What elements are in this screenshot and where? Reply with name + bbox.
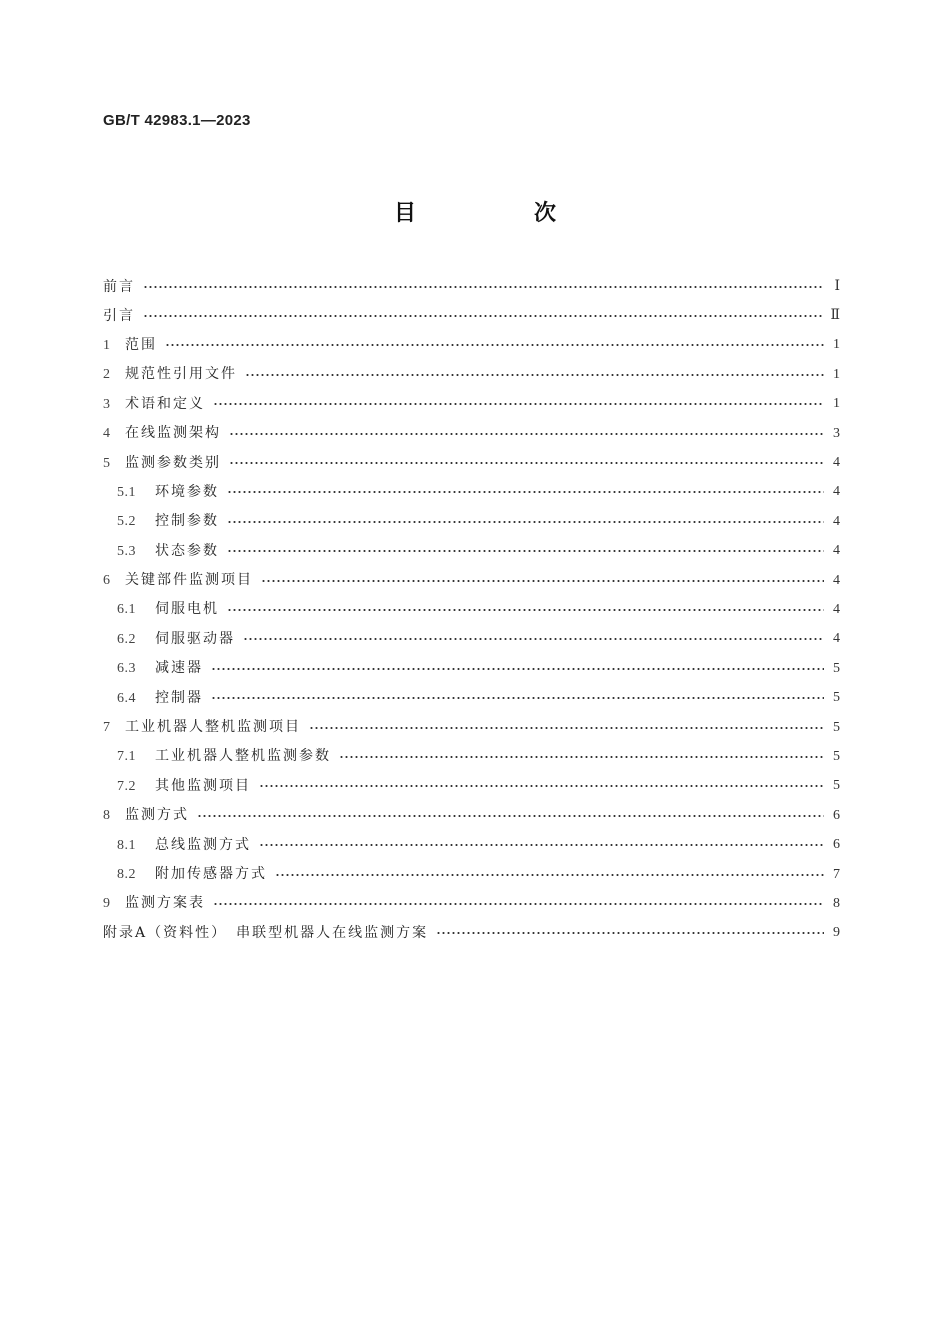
toc-entry[interactable] bbox=[103, 566, 840, 595]
toc-entry-text: 控制器 bbox=[155, 689, 203, 706]
toc-entry-number: 8.1 bbox=[117, 837, 136, 853]
toc-entry-text: 伺服电机 bbox=[155, 601, 219, 618]
toc-entry-number: 7.1 bbox=[117, 749, 136, 765]
toc-entry[interactable] bbox=[103, 272, 840, 301]
toc-entry[interactable] bbox=[103, 331, 840, 360]
toc-entry-label bbox=[103, 573, 253, 588]
toc-entry[interactable] bbox=[103, 507, 840, 536]
toc-entry-text: 规范性引用文件 bbox=[125, 366, 237, 383]
toc-entry-label bbox=[117, 779, 251, 794]
toc-entry-text: 环境参数 bbox=[155, 483, 219, 500]
toc-entry[interactable] bbox=[103, 390, 840, 419]
dot-leader bbox=[143, 315, 824, 317]
toc-entry-label bbox=[103, 367, 237, 382]
toc-entry-page-number: 8 bbox=[833, 895, 840, 911]
toc-entry[interactable] bbox=[103, 537, 840, 566]
toc-entry[interactable] bbox=[103, 419, 840, 448]
toc-entry[interactable] bbox=[103, 301, 840, 330]
toc-entry-number: 4 bbox=[103, 426, 111, 442]
dot-leader bbox=[211, 697, 824, 699]
dot-leader bbox=[197, 815, 824, 817]
toc-entry-text: 前言 bbox=[103, 278, 135, 295]
toc-entry-label bbox=[103, 926, 428, 940]
toc-entry-page-number: 5 bbox=[833, 690, 840, 706]
toc-entry-page-number: 5 bbox=[833, 748, 840, 764]
dot-leader bbox=[213, 903, 824, 905]
dot-leader bbox=[243, 638, 824, 640]
dot-leader bbox=[309, 727, 824, 729]
toc-entry-page-number: 3 bbox=[833, 425, 840, 441]
dot-leader bbox=[245, 374, 824, 376]
page-title: 目 次 bbox=[393, 201, 604, 226]
toc-entry-page-number: 4 bbox=[833, 513, 840, 529]
dot-leader bbox=[229, 433, 824, 435]
toc-entry-number: 6 bbox=[103, 573, 111, 589]
toc-entry-text: 在线监测架构 bbox=[125, 425, 221, 442]
toc-entry-label bbox=[103, 426, 221, 441]
dot-leader bbox=[227, 609, 824, 611]
toc-entry-page-number: 5 bbox=[833, 660, 840, 676]
toc-entry-number: 2 bbox=[103, 367, 111, 383]
toc-entry-text: 工业机器人整机监测项目 bbox=[125, 719, 301, 736]
toc-entry-page-number: 1 bbox=[833, 396, 840, 412]
toc-entry[interactable] bbox=[103, 448, 840, 477]
toc-entry-text: 监测方案表 bbox=[125, 895, 205, 912]
dot-leader bbox=[227, 491, 824, 493]
toc-entry-page-number: 4 bbox=[833, 484, 840, 500]
toc-entry-label bbox=[117, 691, 203, 706]
standard-code: GB/T 42983.1—2023 bbox=[103, 112, 251, 129]
toc-entry-page-number: Ⅰ bbox=[834, 278, 840, 294]
toc-entry[interactable] bbox=[103, 742, 840, 771]
toc-entry-number: 9 bbox=[103, 896, 111, 912]
toc-entry-page-number: 5 bbox=[833, 719, 840, 735]
toc-entry-text: 其他监测项目 bbox=[155, 777, 251, 794]
toc-entry-text: 引言 bbox=[103, 308, 135, 325]
dot-leader bbox=[227, 550, 824, 552]
toc-entry-label bbox=[117, 602, 219, 617]
toc-entry-text: 总线监测方式 bbox=[155, 836, 251, 853]
toc-entry-text: 关键部件监测项目 bbox=[125, 572, 253, 589]
toc-entry-number: 6.1 bbox=[117, 602, 136, 618]
toc-entry-number: 6.4 bbox=[117, 690, 136, 706]
toc-entry-page-number: 6 bbox=[833, 807, 840, 823]
toc-entry-page-number: 4 bbox=[833, 572, 840, 588]
dot-leader bbox=[259, 844, 824, 846]
dot-leader bbox=[261, 580, 824, 582]
toc-entry[interactable] bbox=[103, 625, 840, 654]
toc-entry-text: 范围 bbox=[125, 336, 157, 353]
toc-entry-number: 5.2 bbox=[117, 514, 136, 530]
toc-entry[interactable] bbox=[103, 919, 840, 948]
toc-entry-number: 7 bbox=[103, 720, 111, 736]
dot-leader bbox=[213, 403, 824, 405]
toc-entry-page-number: Ⅱ bbox=[830, 308, 840, 324]
toc-entry-number: 5.1 bbox=[117, 484, 136, 500]
toc-entry-page-number: 9 bbox=[833, 925, 840, 941]
dot-leader bbox=[436, 932, 824, 934]
toc-entry-label bbox=[103, 309, 135, 323]
toc-entry-label bbox=[117, 749, 331, 764]
dot-leader bbox=[275, 874, 824, 876]
dot-leader bbox=[339, 756, 824, 758]
toc-entry[interactable] bbox=[103, 801, 840, 830]
toc-entry-page-number: 4 bbox=[833, 543, 840, 559]
toc-entry[interactable] bbox=[103, 889, 840, 918]
toc-entry-label bbox=[117, 867, 267, 882]
toc-entry-text: 术语和定义 bbox=[125, 395, 205, 412]
toc-entry-number: 6.2 bbox=[117, 631, 136, 647]
dot-leader bbox=[211, 668, 824, 670]
toc-entry-label bbox=[117, 632, 235, 647]
toc-entry[interactable] bbox=[103, 683, 840, 712]
toc-entry-text: 伺服驱动器 bbox=[155, 630, 235, 647]
toc-entry-number: 7.2 bbox=[117, 778, 136, 794]
toc-entry-text: 监测方式 bbox=[125, 807, 189, 824]
toc-entry[interactable] bbox=[103, 360, 840, 389]
toc-entry-text: 减速器 bbox=[155, 660, 203, 677]
toc-entry-label bbox=[117, 544, 219, 559]
toc-entry-text: 控制参数 bbox=[155, 513, 219, 530]
dot-leader bbox=[227, 521, 824, 523]
toc-entry-page-number: 7 bbox=[833, 866, 840, 882]
toc-entry[interactable] bbox=[103, 713, 840, 742]
toc-entry-label bbox=[103, 456, 221, 471]
toc-entry-text: 附加传感器方式 bbox=[155, 866, 267, 882]
toc-entry[interactable] bbox=[103, 478, 840, 507]
toc-entry-number: 5 bbox=[103, 455, 111, 471]
toc-entry-page-number: 1 bbox=[833, 337, 840, 353]
toc-entry-label bbox=[117, 661, 203, 676]
toc-entry-label bbox=[117, 838, 251, 853]
toc-entry-label bbox=[103, 397, 205, 412]
toc-entry-number: 8.2 bbox=[117, 867, 136, 882]
toc-entry-page-number: 4 bbox=[833, 631, 840, 647]
toc-entry-page-number: 1 bbox=[833, 366, 840, 382]
toc-entry-label bbox=[117, 485, 219, 500]
toc-entry-number: 3 bbox=[103, 396, 111, 412]
toc-entry-page-number: 4 bbox=[833, 455, 840, 471]
toc-entry[interactable] bbox=[103, 654, 840, 683]
toc-entry-label bbox=[103, 896, 205, 911]
toc-entry-label bbox=[103, 808, 189, 823]
toc-entry-page-number: 4 bbox=[833, 601, 840, 617]
dot-leader bbox=[165, 344, 824, 346]
toc-entry[interactable] bbox=[103, 595, 840, 624]
toc-entry-label bbox=[103, 720, 301, 735]
toc-entry-number: 6.3 bbox=[117, 661, 136, 677]
toc-entry-number: 5.3 bbox=[117, 543, 136, 559]
dot-leader bbox=[259, 785, 824, 787]
toc-entry[interactable] bbox=[103, 860, 840, 889]
toc-entry-label bbox=[103, 338, 157, 353]
toc-entry-text: 监测参数类别 bbox=[125, 454, 221, 471]
toc-entry-number: 8 bbox=[103, 808, 111, 824]
toc-entry-page-number: 6 bbox=[833, 837, 840, 853]
toc-entry-label bbox=[103, 280, 135, 294]
toc-entry-number: 1 bbox=[103, 337, 111, 353]
dot-leader bbox=[229, 462, 824, 464]
toc-entry-text: 工业机器人整机监测参数 bbox=[155, 748, 331, 765]
toc-entry[interactable] bbox=[103, 830, 840, 859]
dot-leader bbox=[143, 286, 824, 288]
toc-entry-label bbox=[117, 514, 219, 529]
toc-entry-text: 附录A（资料性） 串联型机器人在线监测方案 bbox=[103, 925, 429, 942]
toc-entry-page-number: 5 bbox=[833, 778, 840, 794]
toc-entry-text: 状态参数 bbox=[155, 542, 219, 559]
toc-entry[interactable] bbox=[103, 772, 840, 801]
table-of-contents bbox=[103, 272, 840, 948]
